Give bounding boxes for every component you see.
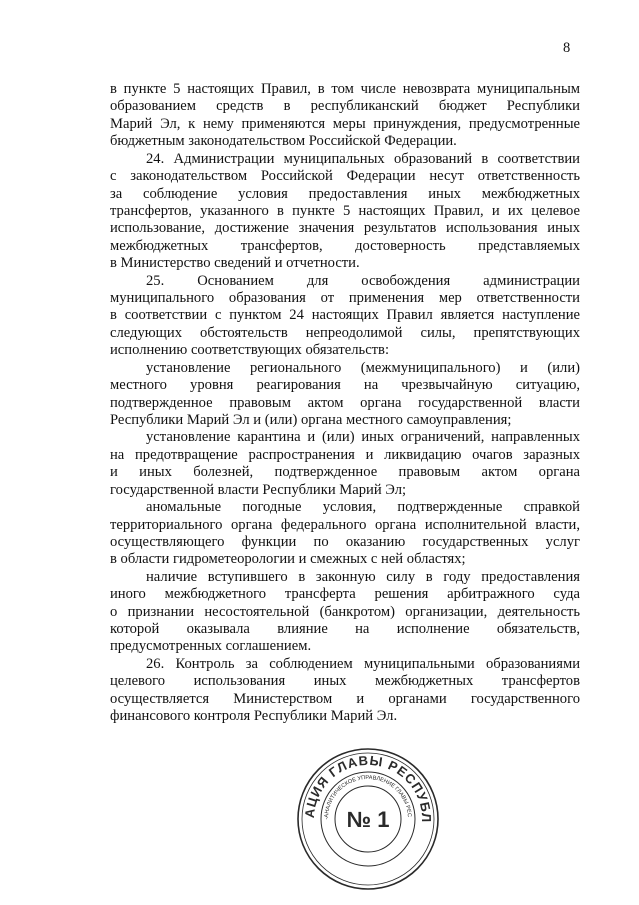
official-stamp [292,744,444,894]
text-line: муниципального образования от применения мер ответственности [110,290,580,307]
text-line: бюджетным законодательством Российской Федерации. [110,133,457,150]
stamp-outer-text: АЦИЯ ГЛАВЫ РЕСПУБЛ [301,752,435,824]
text-line: образованием средств в республиканский бюджет Республики [110,98,580,115]
text-line: и иных болезней, подтвержденное правовым актом органа [110,464,580,481]
stamp-inner-text: -АНАЛИТИЧЕСКОЕ УПРАВЛЕНИЕ ГЛАВЫ РЕС [323,774,412,820]
text-line: Марий Эл, к нему применяются меры принуждения, предусмотренные [110,115,580,132]
text-line: установление регионального (межмуниципального) и (или) [146,359,580,376]
text-line: за соблюдение условия предоставления иных межбюджетных [110,185,580,202]
text-line: аномальные погодные условия, подтвержденные справкой [146,499,580,516]
text-line: предусмотренных соглашением. [110,638,312,655]
stamp-seal-icon [292,744,444,894]
page-number: 8 [563,40,571,56]
text-line: в Министерство сведений и отчетности. [110,255,360,272]
text-line: следующих обстоятельств непреодолимой силы, препятствующих [110,324,580,341]
text-line: Республики Марий Эл и (или) органа местного самоуправления; [110,411,512,428]
text-line: трансфертов, указанного в пункте 5 настоящих Правил, и их целевое [110,202,580,219]
text-line: финансового контроля Республики Марий Эл. [110,708,398,725]
text-line: 26. Контроль за соблюдением муниципальными образованиями [146,655,580,672]
text-line: межбюджетных трансфертов, достоверность представляемых [110,237,580,254]
text-line: исполнению соответствующих обязательств: [110,342,390,359]
text-line: государственной власти Республики Марий Эл; [110,481,407,498]
text-line: наличие вступившего в законную силу в году предоставления [146,568,580,585]
text-line: с законодательством Российской Федерации несут ответственность [110,168,580,185]
text-line: 24. Администрации муниципальных образований в соответствии [146,150,580,167]
text-line: местного уровня реагирования на чрезвычайную ситуацию, [110,377,580,394]
text-line: установление карантина и (или) иных ограничений, направленных [146,429,580,446]
text-line: осуществляющего функции по оказанию государственных услуг [110,533,580,550]
text-line: 25. Основанием для освобождения администрации [146,272,580,289]
text-line: на предотвращение распространения и ликвидацию очагов заразных [110,446,580,463]
text-line: в соответствии с пунктом 24 настоящих Правил является наступление [110,307,580,324]
stamp-number: № 1 [346,807,390,832]
text-line: иного межбюджетного трансферта решения арбитражного суда [110,586,580,603]
text-line: территориального органа федерального органа исполнительной власти, [110,516,580,533]
text-line: которой оказывала влияние на исполнение обязательств, [110,621,580,638]
text-line: в области гидрометеорологии и смежных с ней областях; [110,551,466,568]
text-line: в пункте 5 настоящих Правил, в том числе невозврата муниципальным [110,81,580,97]
text-line: использование, достижение значения результатов использования иных [110,220,580,237]
text-line: осуществляется Министерством и органами государственного [110,690,580,707]
text-line: о признании несостоятельной (банкротом) организации, деятельность [110,603,580,620]
text-line: подтвержденное правовым актом органа государственной власти [110,394,580,411]
text-line: целевого использования иных межбюджетных трансфертов [110,673,580,690]
